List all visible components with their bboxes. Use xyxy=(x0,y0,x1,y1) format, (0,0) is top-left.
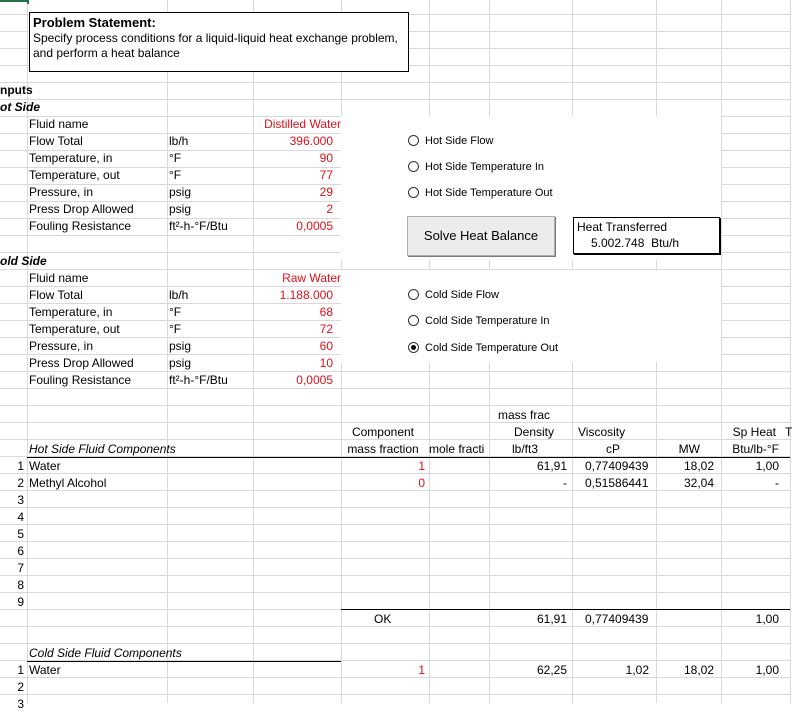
cold_side-unit: °F xyxy=(169,305,182,319)
cold-components-title: Cold Side Fluid Components xyxy=(29,646,182,660)
cold_side-label: Press Drop Allowed xyxy=(29,356,134,370)
component-mw: 32,04 xyxy=(683,476,714,490)
radio-button-icon[interactable] xyxy=(408,161,419,172)
hot_side-label: Flow Total xyxy=(29,134,83,148)
row-number: 3 xyxy=(17,697,24,711)
header-mole-fraction: mole fracti xyxy=(429,442,485,456)
radio-button-icon[interactable] xyxy=(408,315,419,326)
cold_side-label: Temperature, out xyxy=(29,322,120,336)
problem-statement-box[interactable] xyxy=(29,12,409,72)
hot_side-value: 29 xyxy=(319,185,333,199)
component-name: Water xyxy=(29,663,61,677)
cold_side-unit: lb/h xyxy=(169,288,189,302)
component-viscosity: 0,51586441 xyxy=(585,476,649,490)
row-number: 2 xyxy=(17,680,24,694)
header-mass-frac: mass frac xyxy=(497,408,550,422)
radio-button-icon[interactable] xyxy=(408,187,419,198)
header-sp-heat-unit: Btu/lb-°F xyxy=(732,442,779,456)
header-sp-heat: Sp Heat xyxy=(732,425,776,439)
cold_side-unit: psig xyxy=(169,356,192,370)
hot_side-unit: ft²-h-°F/Btu xyxy=(169,219,228,233)
radio-label: Hot Side Temperature Out xyxy=(425,187,553,199)
header-mass-fraction: mass fraction xyxy=(347,442,419,456)
cold_side-value: 10 xyxy=(319,356,333,370)
component-sp-heat: 1,00 xyxy=(755,663,779,677)
cold_side-value: 1.188.000 xyxy=(279,288,333,302)
cold_side-label: Temperature, in xyxy=(29,305,113,319)
hot_side-label: Press Drop Allowed xyxy=(29,202,134,216)
row-number: 4 xyxy=(17,510,24,524)
cold_side-label: Fouling Resistance xyxy=(29,373,132,387)
row-number: 6 xyxy=(17,544,24,558)
heat-transferred-box xyxy=(573,217,720,254)
component-density: - xyxy=(563,476,567,490)
hot-total-density: 61,91 xyxy=(536,612,567,626)
hot_side-label: Fluid name xyxy=(29,117,89,131)
header-mw: MW xyxy=(678,442,700,456)
cold-side-heading: old Side xyxy=(0,254,47,268)
component-name: Water xyxy=(29,459,61,473)
radio-button-icon[interactable] xyxy=(408,135,419,146)
radio-label: Hot Side Temperature In xyxy=(425,161,545,173)
row-number: 7 xyxy=(17,561,24,575)
header-density-unit: lb/ft3 xyxy=(511,442,538,456)
row-number: 5 xyxy=(17,527,24,541)
hot_side-unit: psig xyxy=(169,202,192,216)
radio-button-icon[interactable] xyxy=(408,289,419,300)
component-viscosity: 0,77409439 xyxy=(585,459,649,473)
header-density: Density xyxy=(513,425,554,439)
component-mw: 18,02 xyxy=(683,663,714,677)
hot_side-value: 0,0005 xyxy=(296,219,333,233)
component-mass-fraction: 1 xyxy=(418,459,425,473)
row-number: 9 xyxy=(17,595,24,609)
cold_side-unit: °F xyxy=(169,322,182,336)
hot-components-status: OK xyxy=(374,612,392,626)
hot-components-title: Hot Side Fluid Components xyxy=(29,442,176,456)
hot-total-viscosity: 0,77409439 xyxy=(585,612,649,626)
hot_side-label: Temperature, out xyxy=(29,168,120,182)
hot_side-unit: °F xyxy=(169,151,182,165)
radio-label: Cold Side Flow xyxy=(425,289,499,301)
row-number: 1 xyxy=(17,663,24,677)
cell-selection-indicator xyxy=(0,0,28,2)
component-viscosity: 1,02 xyxy=(625,663,649,677)
header-cut-column: T xyxy=(785,425,792,439)
heat-transferred-label: Heat Transferred xyxy=(577,220,668,234)
radio-label: Cold Side Temperature In xyxy=(425,315,550,327)
component-density: 61,91 xyxy=(536,459,567,473)
component-sp-heat: 1,00 xyxy=(755,459,779,473)
cold_side-value: Raw Water xyxy=(282,271,341,285)
row-number: 1 xyxy=(17,459,24,473)
cell-selection-handle[interactable] xyxy=(27,0,29,4)
cold_side-unit: ft²-h-°F/Btu xyxy=(169,373,228,387)
component-name: Methyl Alcohol xyxy=(29,476,107,490)
radio-label: Hot Side Flow xyxy=(425,135,494,147)
header-component: Component xyxy=(351,425,415,439)
cold_side-label: Pressure, in xyxy=(29,339,94,353)
hot_side-value: Distilled Water xyxy=(264,117,341,131)
radio-button-icon[interactable] xyxy=(408,342,419,353)
hot_side-unit: psig xyxy=(169,185,192,199)
hot_side-label: Temperature, in xyxy=(29,151,113,165)
cold_side-label: Fluid name xyxy=(29,271,89,285)
cold_side-label: Flow Total xyxy=(29,288,83,302)
row-number: 2 xyxy=(17,476,24,490)
radio-label: Cold Side Temperature Out xyxy=(425,342,559,354)
component-density: 62,25 xyxy=(536,663,567,677)
cold_side-value: 0,0005 xyxy=(296,373,333,387)
inputs-heading: nputs xyxy=(0,83,33,97)
row-number: 8 xyxy=(17,578,24,592)
cold_side-unit: psig xyxy=(169,339,192,353)
component-mass-fraction: 0 xyxy=(418,476,425,490)
problem-statement-title: Problem Statement: xyxy=(33,15,156,30)
hot_side-label: Fouling Resistance xyxy=(29,219,132,233)
hot-side-heading: ot Side xyxy=(0,100,41,114)
hot_side-value: 396.000 xyxy=(289,134,333,148)
problem-statement-text: Specify process conditions for a liquid-liquid heat exchange problem, and perform a heat balance xyxy=(33,31,398,60)
hot_side-value: 77 xyxy=(319,168,333,182)
solve-heat-balance-button[interactable]: Solve Heat Balance xyxy=(407,216,555,256)
row-number: 3 xyxy=(17,493,24,507)
component-mass-fraction: 1 xyxy=(418,663,425,677)
header-viscosity: Viscosity xyxy=(578,425,626,439)
cold_side-value: 60 xyxy=(319,339,333,353)
hot_side-value: 90 xyxy=(319,151,333,165)
hot_side-label: Pressure, in xyxy=(29,185,94,199)
component-sp-heat: - xyxy=(775,476,779,490)
hot_side-unit: lb/h xyxy=(169,134,189,148)
hot-total-sp-heat: 1,00 xyxy=(755,612,779,626)
header-viscosity-unit: cP xyxy=(605,442,620,456)
heat-transferred-value: 5.002.748 Btu/h xyxy=(591,236,680,250)
cold_side-value: 68 xyxy=(319,305,333,319)
hot_side-unit: °F xyxy=(169,168,182,182)
hot_side-value: 2 xyxy=(326,202,333,216)
component-mw: 18,02 xyxy=(683,459,714,473)
cold_side-value: 72 xyxy=(319,322,333,336)
